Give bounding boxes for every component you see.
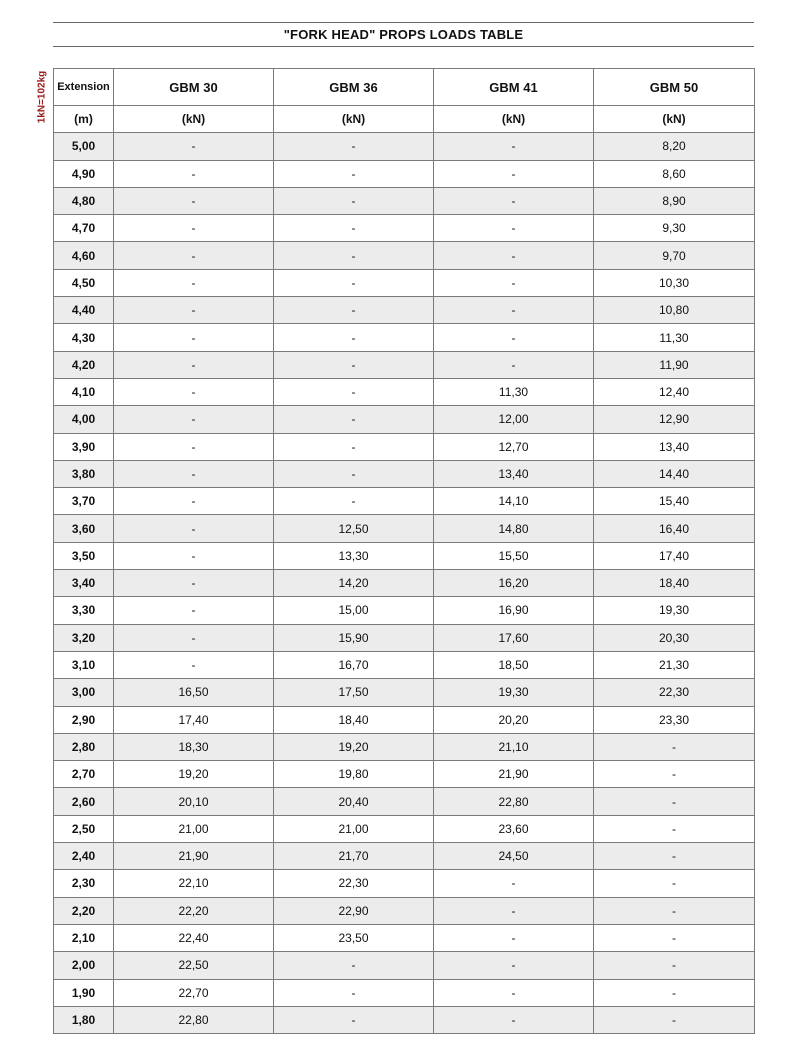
table-row [54, 187, 755, 214]
cell-load: - [114, 351, 274, 378]
cell-load: 16,70 [274, 651, 434, 678]
cell-load: - [434, 324, 594, 351]
header-row-units [54, 106, 755, 133]
cell-extension: 3,20 [54, 624, 114, 651]
table-row [54, 133, 755, 160]
cell-extension: 2,00 [54, 952, 114, 979]
cell-load: 18,50 [434, 651, 594, 678]
table-row [54, 542, 755, 569]
cell-load: 23,60 [434, 815, 594, 842]
cell-load: - [594, 761, 755, 788]
cell-load: 13,40 [594, 433, 755, 460]
cell-load: - [274, 133, 434, 160]
cell-load: 19,20 [274, 733, 434, 760]
header-unit-gbm41: (kN) [434, 106, 594, 133]
table-row [54, 378, 755, 405]
cell-extension: 4,50 [54, 269, 114, 296]
cell-load: 20,40 [274, 788, 434, 815]
cell-load: 9,30 [594, 215, 755, 242]
cell-load: 22,90 [274, 897, 434, 924]
cell-extension: 4,00 [54, 406, 114, 433]
table-row [54, 897, 755, 924]
cell-load: - [274, 979, 434, 1006]
cell-load: - [434, 952, 594, 979]
cell-load: 12,00 [434, 406, 594, 433]
cell-load: - [434, 215, 594, 242]
cell-load: - [274, 351, 434, 378]
cell-load: - [434, 924, 594, 951]
cell-load: 13,40 [434, 460, 594, 487]
table-row [54, 488, 755, 515]
cell-load: 22,50 [114, 952, 274, 979]
cell-load: 21,10 [434, 733, 594, 760]
cell-extension: 3,70 [54, 488, 114, 515]
cell-load: - [274, 215, 434, 242]
cell-load: - [434, 297, 594, 324]
cell-load: 12,70 [434, 433, 594, 460]
cell-load: 19,30 [434, 679, 594, 706]
table-row [54, 733, 755, 760]
unit-conversion-text: 1kN=102kg [36, 70, 48, 124]
cell-load: 8,20 [594, 133, 755, 160]
cell-load: - [114, 433, 274, 460]
cell-load: 16,20 [434, 570, 594, 597]
cell-load: 21,00 [274, 815, 434, 842]
cell-load: - [594, 897, 755, 924]
cell-load: 16,40 [594, 515, 755, 542]
table-row [54, 761, 755, 788]
cell-load: 21,30 [594, 651, 755, 678]
table-row [54, 324, 755, 351]
cell-extension: 2,20 [54, 897, 114, 924]
cell-extension: 5,00 [54, 133, 114, 160]
cell-load: - [594, 843, 755, 870]
cell-load: 11,30 [594, 324, 755, 351]
table-row [54, 160, 755, 187]
cell-load: 15,00 [274, 597, 434, 624]
cell-extension: 3,50 [54, 542, 114, 569]
cell-load: - [274, 1006, 434, 1033]
cell-load: - [114, 597, 274, 624]
cell-extension: 2,70 [54, 761, 114, 788]
cell-load: 8,60 [594, 160, 755, 187]
table-row [54, 924, 755, 951]
cell-load: - [434, 242, 594, 269]
cell-load: - [434, 1006, 594, 1033]
cell-load: - [594, 788, 755, 815]
table-row [54, 788, 755, 815]
cell-load: 10,30 [594, 269, 755, 296]
table-row [54, 570, 755, 597]
cell-load: 23,30 [594, 706, 755, 733]
header-model-gbm36: GBM 36 [274, 69, 434, 106]
cell-load: - [434, 351, 594, 378]
cell-load: - [114, 624, 274, 651]
table-row [54, 269, 755, 296]
cell-load: - [114, 215, 274, 242]
cell-extension: 2,90 [54, 706, 114, 733]
cell-load: 22,70 [114, 979, 274, 1006]
header-unit-gbm36: (kN) [274, 106, 434, 133]
cell-load: - [434, 133, 594, 160]
cell-load: - [114, 460, 274, 487]
cell-load: 17,40 [114, 706, 274, 733]
table-row [54, 515, 755, 542]
cell-extension: 3,40 [54, 570, 114, 597]
cell-load: 22,40 [114, 924, 274, 951]
cell-load: 19,30 [594, 597, 755, 624]
header-unit-gbm50: (kN) [594, 106, 755, 133]
table-row [54, 870, 755, 897]
cell-extension: 3,80 [54, 460, 114, 487]
cell-load: 15,90 [274, 624, 434, 651]
table-row [54, 679, 755, 706]
table-row [54, 706, 755, 733]
cell-load: - [114, 570, 274, 597]
cell-load: - [274, 406, 434, 433]
cell-load: 17,60 [434, 624, 594, 651]
header-model-gbm41: GBM 41 [434, 69, 594, 106]
cell-load: 8,90 [594, 187, 755, 214]
cell-load: - [114, 324, 274, 351]
cell-load: - [594, 924, 755, 951]
cell-load: 16,50 [114, 679, 274, 706]
cell-extension: 2,80 [54, 733, 114, 760]
cell-load: - [114, 160, 274, 187]
table-row [54, 952, 755, 979]
cell-load: 20,30 [594, 624, 755, 651]
cell-load: 12,40 [594, 378, 755, 405]
loads-table [53, 68, 755, 1034]
cell-load: 9,70 [594, 242, 755, 269]
cell-load: - [114, 651, 274, 678]
cell-load: - [434, 187, 594, 214]
cell-load: 22,30 [274, 870, 434, 897]
table-row [54, 651, 755, 678]
cell-extension: 3,90 [54, 433, 114, 460]
cell-load: - [274, 187, 434, 214]
cell-load: - [274, 269, 434, 296]
table-row [54, 624, 755, 651]
cell-load: - [114, 406, 274, 433]
cell-extension: 3,10 [54, 651, 114, 678]
cell-load: 14,10 [434, 488, 594, 515]
cell-load: 11,90 [594, 351, 755, 378]
cell-load: - [274, 378, 434, 405]
cell-load: 15,40 [594, 488, 755, 515]
cell-load: 12,90 [594, 406, 755, 433]
cell-load: 10,80 [594, 297, 755, 324]
cell-load: 14,80 [434, 515, 594, 542]
cell-load: - [594, 1006, 755, 1033]
table-row [54, 351, 755, 378]
table-row [54, 406, 755, 433]
cell-load: - [274, 324, 434, 351]
table-row [54, 979, 755, 1006]
cell-load: - [114, 242, 274, 269]
cell-extension: 4,10 [54, 378, 114, 405]
cell-load: - [434, 160, 594, 187]
cell-load: - [114, 515, 274, 542]
table-row [54, 433, 755, 460]
table-row [54, 1006, 755, 1033]
table-row [54, 242, 755, 269]
cell-load: 20,20 [434, 706, 594, 733]
cell-load: - [114, 488, 274, 515]
cell-load: - [274, 160, 434, 187]
cell-load: 16,90 [434, 597, 594, 624]
cell-load: 22,80 [434, 788, 594, 815]
cell-load: 12,50 [274, 515, 434, 542]
header-unit-gbm30: (kN) [114, 106, 274, 133]
table-row [54, 597, 755, 624]
table-row [54, 815, 755, 842]
cell-load: - [434, 870, 594, 897]
cell-load: 21,90 [434, 761, 594, 788]
cell-load: 18,40 [274, 706, 434, 733]
cell-extension: 2,30 [54, 870, 114, 897]
table-row [54, 215, 755, 242]
page-title [53, 22, 754, 47]
cell-load: 19,20 [114, 761, 274, 788]
cell-load: 14,20 [274, 570, 434, 597]
cell-load: - [434, 897, 594, 924]
cell-load: 24,50 [434, 843, 594, 870]
header-model-gbm30: GBM 30 [114, 69, 274, 106]
cell-extension: 4,40 [54, 297, 114, 324]
cell-load: 11,30 [434, 378, 594, 405]
cell-extension: 4,70 [54, 215, 114, 242]
cell-load: 21,70 [274, 843, 434, 870]
cell-extension: 4,60 [54, 242, 114, 269]
cell-load: 17,40 [594, 542, 755, 569]
cell-load: - [594, 979, 755, 1006]
cell-load: 19,80 [274, 761, 434, 788]
cell-load: 22,80 [114, 1006, 274, 1033]
cell-load: - [274, 297, 434, 324]
cell-extension: 3,30 [54, 597, 114, 624]
cell-load: - [434, 979, 594, 1006]
cell-load: 23,50 [274, 924, 434, 951]
cell-load: - [114, 297, 274, 324]
cell-extension: 3,00 [54, 679, 114, 706]
cell-load: 17,50 [274, 679, 434, 706]
table-row [54, 843, 755, 870]
cell-extension: 4,20 [54, 351, 114, 378]
cell-extension: 4,90 [54, 160, 114, 187]
cell-load: - [274, 488, 434, 515]
cell-extension: 2,60 [54, 788, 114, 815]
cell-load: - [594, 952, 755, 979]
header-extension-unit: (m) [54, 106, 114, 133]
header-model-gbm50: GBM 50 [594, 69, 755, 106]
cell-load: 21,00 [114, 815, 274, 842]
cell-load: - [274, 460, 434, 487]
cell-load: - [114, 269, 274, 296]
table-body [54, 133, 755, 1034]
cell-load: - [114, 542, 274, 569]
cell-load: - [594, 870, 755, 897]
cell-extension: 4,30 [54, 324, 114, 351]
cell-load: 18,30 [114, 733, 274, 760]
cell-load: - [434, 269, 594, 296]
cell-load: - [114, 133, 274, 160]
cell-extension: 2,10 [54, 924, 114, 951]
page-title-text: "FORK HEAD" PROPS LOADS TABLE [283, 27, 524, 42]
cell-load: 20,10 [114, 788, 274, 815]
unit-conversion-note [31, 68, 53, 126]
cell-load: - [594, 733, 755, 760]
cell-load: 22,10 [114, 870, 274, 897]
cell-load: 14,40 [594, 460, 755, 487]
table-row [54, 297, 755, 324]
cell-load: 13,30 [274, 542, 434, 569]
cell-extension: 3,60 [54, 515, 114, 542]
cell-load: 22,30 [594, 679, 755, 706]
cell-extension: 4,80 [54, 187, 114, 214]
header-extension: Extension [54, 69, 114, 106]
cell-extension: 1,80 [54, 1006, 114, 1033]
cell-load: 22,20 [114, 897, 274, 924]
cell-load: - [274, 242, 434, 269]
cell-load: 21,90 [114, 843, 274, 870]
cell-load: - [114, 187, 274, 214]
cell-load: - [594, 815, 755, 842]
cell-load: - [114, 378, 274, 405]
cell-extension: 1,90 [54, 979, 114, 1006]
cell-load: - [274, 433, 434, 460]
header-row-models [54, 69, 755, 106]
cell-extension: 2,40 [54, 843, 114, 870]
table-row [54, 460, 755, 487]
cell-load: 18,40 [594, 570, 755, 597]
cell-load: - [274, 952, 434, 979]
cell-load: 15,50 [434, 542, 594, 569]
cell-extension: 2,50 [54, 815, 114, 842]
